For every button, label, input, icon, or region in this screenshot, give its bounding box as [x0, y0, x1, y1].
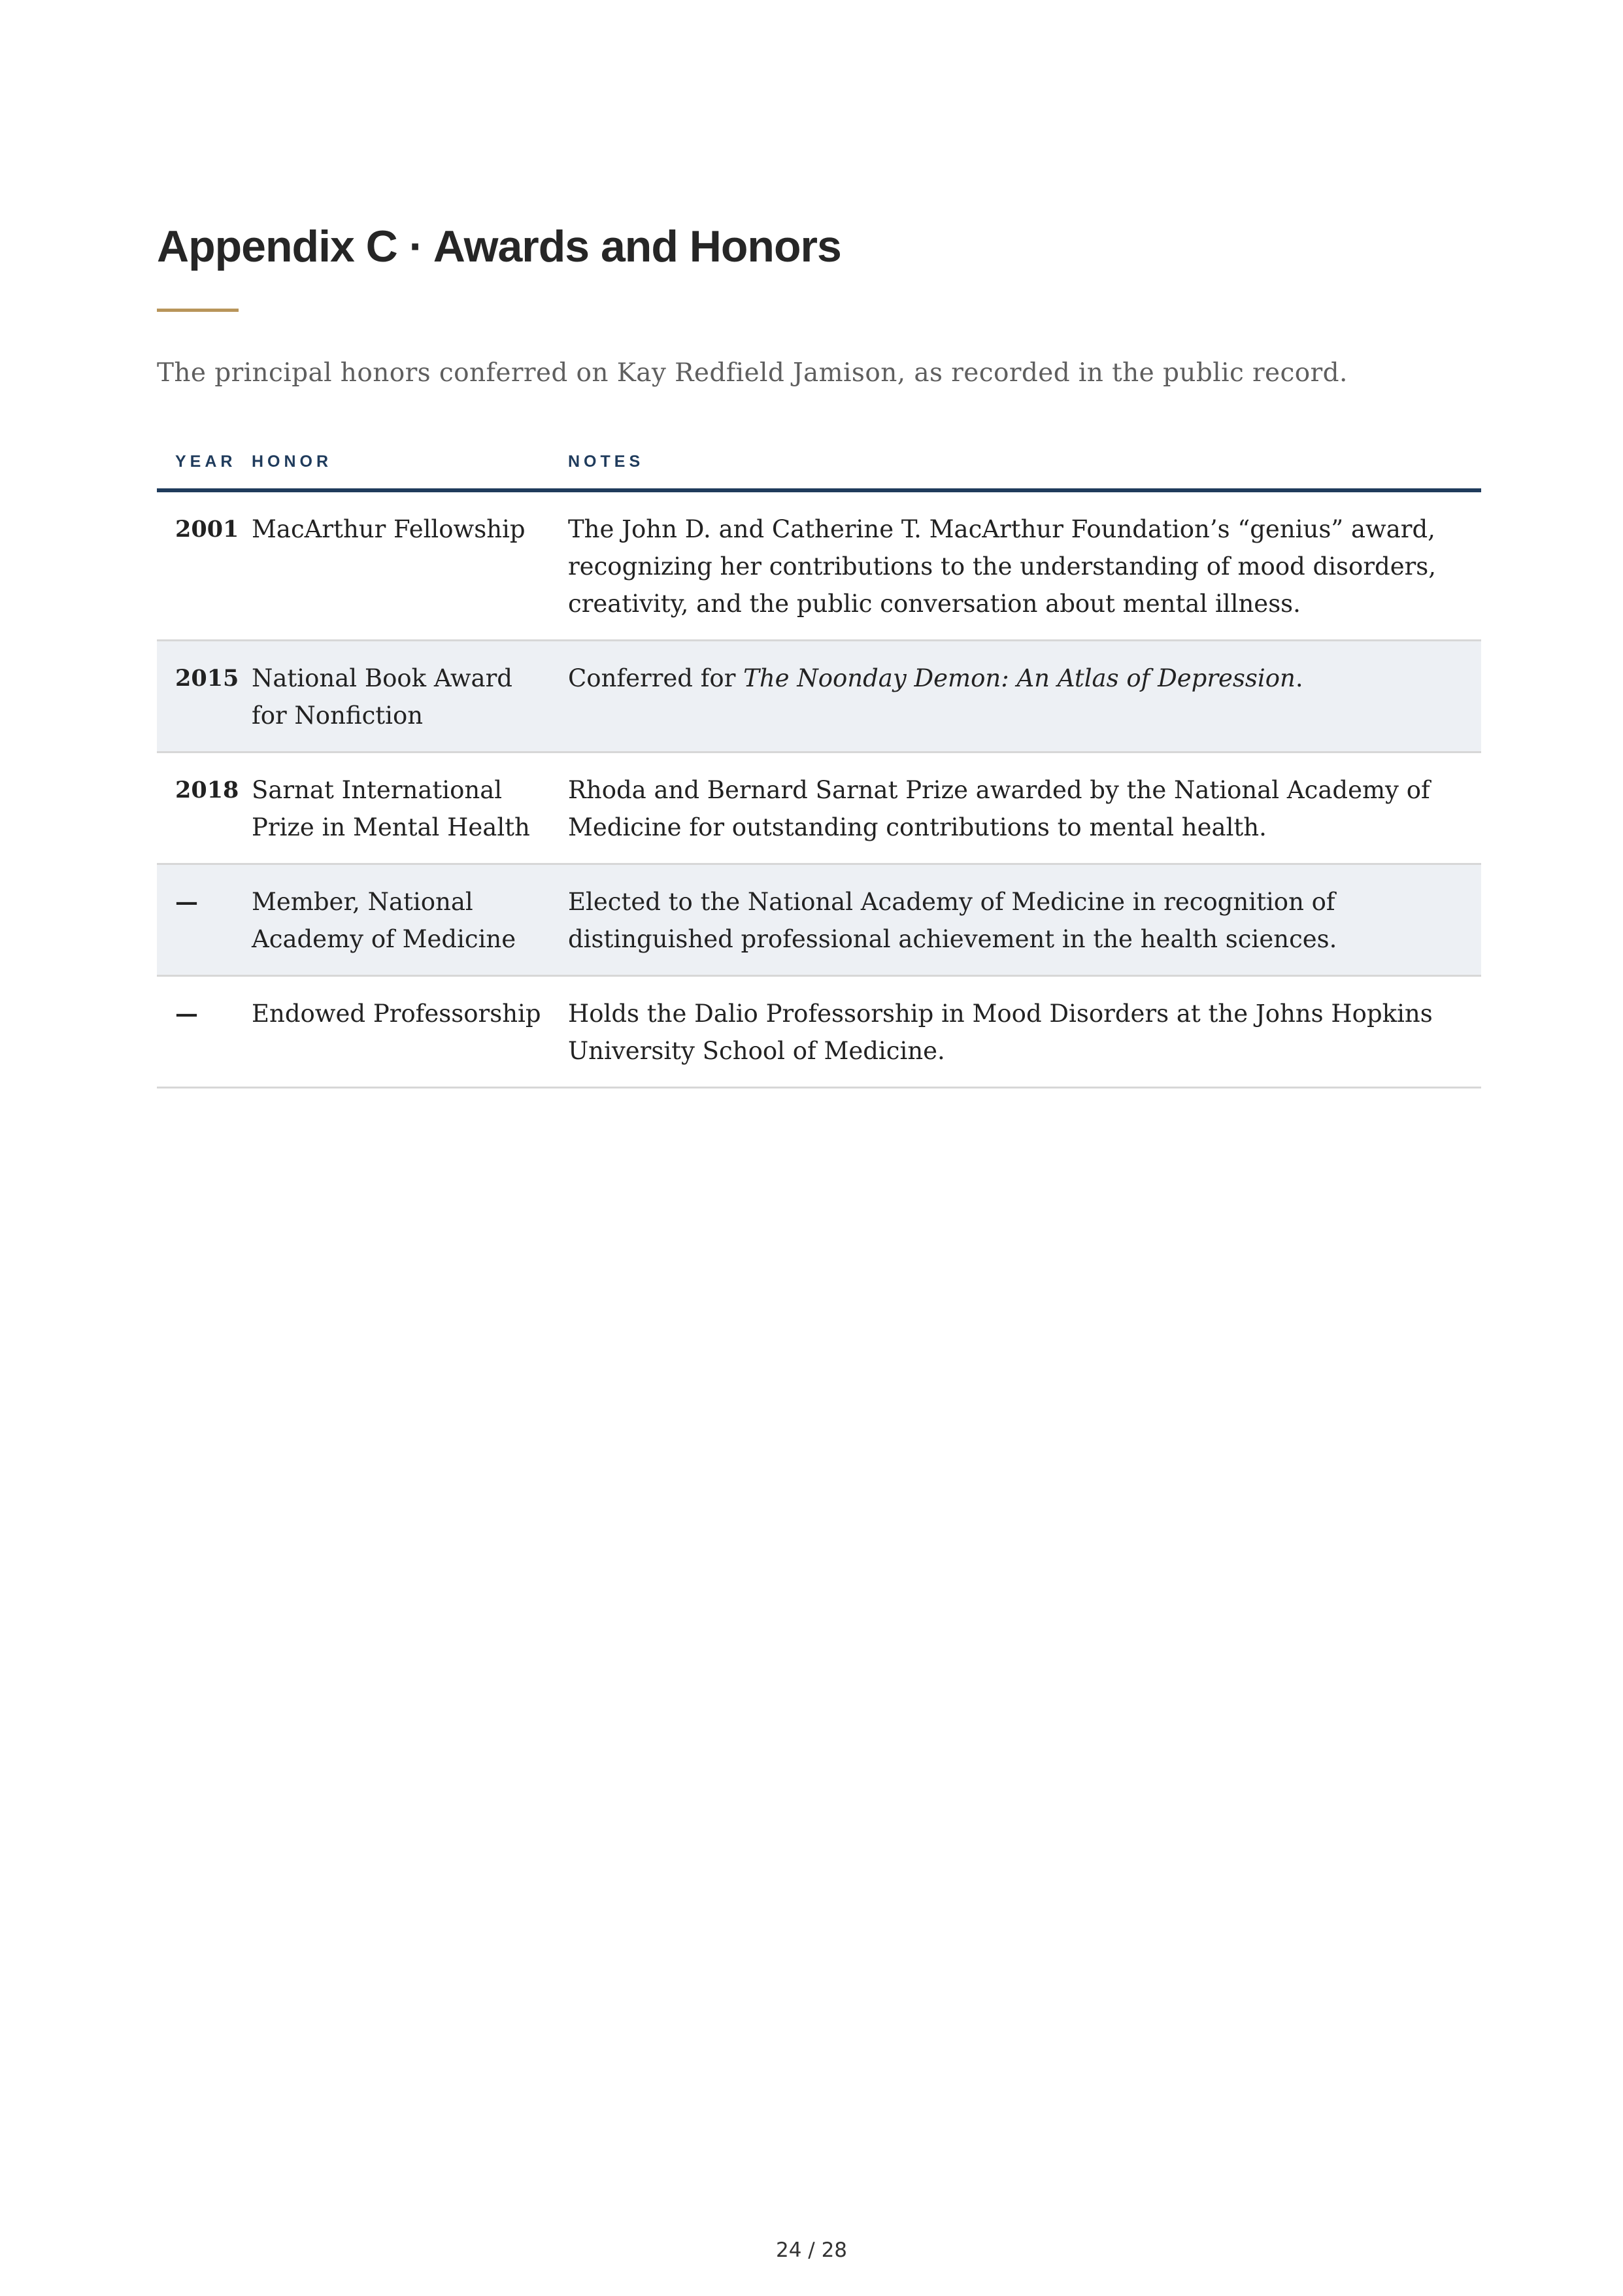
table-row [157, 490, 1481, 641]
honor-cell: National Book Award for Nonfiction [252, 641, 568, 752]
notes-cell: The John D. and Catherine T. MacArthur Foundation’s “genius” award, recognizing her contributions to the understanding of mood disorders, creativity, and the public conversation about mental illness. [568, 490, 1481, 641]
page-title: Appendix C · Awards and Honors [157, 222, 841, 271]
table-row [157, 976, 1481, 1088]
notes-cell: Elected to the National Academy of Medicine in recognition of distinguished professional achievement in the health sciences. [568, 864, 1481, 976]
year-cell: — [157, 864, 252, 976]
table-row [157, 864, 1481, 976]
year-cell: — [157, 976, 252, 1088]
table-header-row [157, 445, 1481, 490]
notes-cell [568, 641, 1481, 752]
honor-cell: MacArthur Fellowship [252, 490, 568, 641]
year-cell: 2015 [157, 641, 252, 752]
column-header-year: YEAR [157, 445, 252, 490]
notes-suffix: . [1295, 664, 1303, 692]
honor-cell: Member, National Academy of Medicine [252, 864, 568, 976]
column-header-honor: HONOR [252, 445, 568, 490]
honor-cell: Sarnat International Prize in Mental Health [252, 752, 568, 864]
table-row [157, 752, 1481, 864]
notes-prefix: Conferred for [568, 664, 744, 692]
book-title: The Noonday Demon: An Atlas of Depression [743, 664, 1296, 692]
title-accent-rule [157, 309, 239, 312]
honor-cell: Endowed Professorship [252, 976, 568, 1088]
column-header-notes: NOTES [568, 445, 1481, 490]
awards-table [157, 445, 1481, 1089]
notes-cell: Rhoda and Bernard Sarnat Prize awarded by the National Academy of Medicine for outstanding contributions to mental health. [568, 752, 1481, 864]
year-cell: 2018 [157, 752, 252, 864]
intro-text: The principal honors conferred on Kay Redfield Jamison, as recorded in the public record. [157, 358, 1348, 388]
table-header [157, 445, 1481, 490]
notes-cell: Holds the Dalio Professorship in Mood Disorders at the Johns Hopkins University School of Medicine. [568, 976, 1481, 1088]
page-number: 24 / 28 [775, 2238, 848, 2262]
year-cell: 2001 [157, 490, 252, 641]
table-body [157, 490, 1481, 1088]
table-row [157, 641, 1481, 752]
